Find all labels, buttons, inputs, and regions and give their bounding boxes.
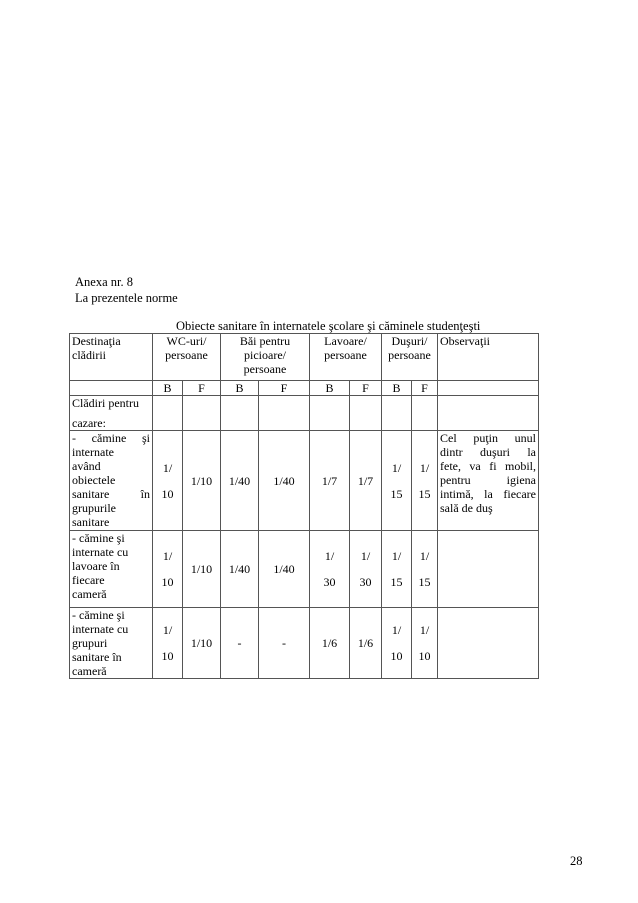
wc-b-cell: 1/ 10 (153, 531, 183, 608)
row-label: - cămine şi internate cu lavoare în fiecare cameră (70, 531, 153, 608)
shower-f-cell: 1/ 15 (412, 531, 438, 608)
bath-b-cell: 1/40 (221, 531, 259, 608)
subheader-row (70, 381, 539, 396)
page-number: 28 (570, 854, 583, 868)
wc-f-cell: 1/10 (183, 531, 221, 608)
wc-b-cell: 1/ 10 (153, 608, 183, 679)
subheader-b: B (153, 381, 183, 396)
sink-f-cell: 1/ 30 (350, 531, 382, 608)
table-caption: Obiecte sanitare în internatele şcolare şi căminele studenţeşti (176, 319, 481, 333)
header-wc: WC-uri/ persoane (153, 334, 221, 381)
shower-f-cell: 1/ 15 (412, 431, 438, 531)
header-notes: Observaţii (438, 334, 539, 381)
shower-b-cell: 1/ 15 (382, 431, 412, 531)
subheader-b: B (310, 381, 350, 396)
subheader-f: F (412, 381, 438, 396)
section-label: Clădiri pentru cazare: (70, 396, 153, 431)
subheader-f: F (259, 381, 310, 396)
bath-b-cell: - (221, 608, 259, 679)
subheader-b: B (221, 381, 259, 396)
sink-f-cell: 1/6 (350, 608, 382, 679)
notes-cell: Cel puţin unul dintr duşuri la fete, va fi mobil, pentru igiena intimă, la fiecare sală de duş (438, 431, 539, 531)
table-row (70, 431, 539, 531)
shower-b-cell: 1/ 10 (382, 608, 412, 679)
table-row (70, 608, 539, 679)
header-sinks: Lavoare/ persoane (310, 334, 382, 381)
shower-b-cell: 1/ 15 (382, 531, 412, 608)
wc-f-cell: 1/10 (183, 608, 221, 679)
row-label: - cămine şi internate cu grupuri sanitare în cameră (70, 608, 153, 679)
sink-b-cell: 1/6 (310, 608, 350, 679)
sanitary-objects-table (69, 333, 539, 679)
sink-b-cell: 1/ 30 (310, 531, 350, 608)
bath-f-cell: 1/40 (259, 431, 310, 531)
bath-b-cell: 1/40 (221, 431, 259, 531)
table-row (70, 531, 539, 608)
row-label: - cămine şi internate având obiectele sanitare în grupurile sanitare (70, 431, 153, 531)
shower-f-cell: 1/ 10 (412, 608, 438, 679)
header-destination: Destinaţia clădirii (70, 334, 153, 381)
subheader-f: F (350, 381, 382, 396)
notes-cell (438, 531, 539, 608)
bath-f-cell: - (259, 608, 310, 679)
sink-b-cell: 1/7 (310, 431, 350, 531)
header-baths: Băi pentru picioare/ persoane (221, 334, 310, 381)
header-showers: Duşuri/ persoane (382, 334, 438, 381)
header-row (70, 334, 539, 381)
section-row (70, 396, 539, 431)
annex-label: Anexa nr. 8 (75, 275, 133, 289)
bath-f-cell: 1/40 (259, 531, 310, 608)
sink-f-cell: 1/7 (350, 431, 382, 531)
subheader-b: B (382, 381, 412, 396)
notes-cell (438, 608, 539, 679)
wc-f-cell: 1/10 (183, 431, 221, 531)
subheader-f: F (183, 381, 221, 396)
wc-b-cell: 1/ 10 (153, 431, 183, 531)
norms-label: La prezentele norme (75, 291, 178, 305)
